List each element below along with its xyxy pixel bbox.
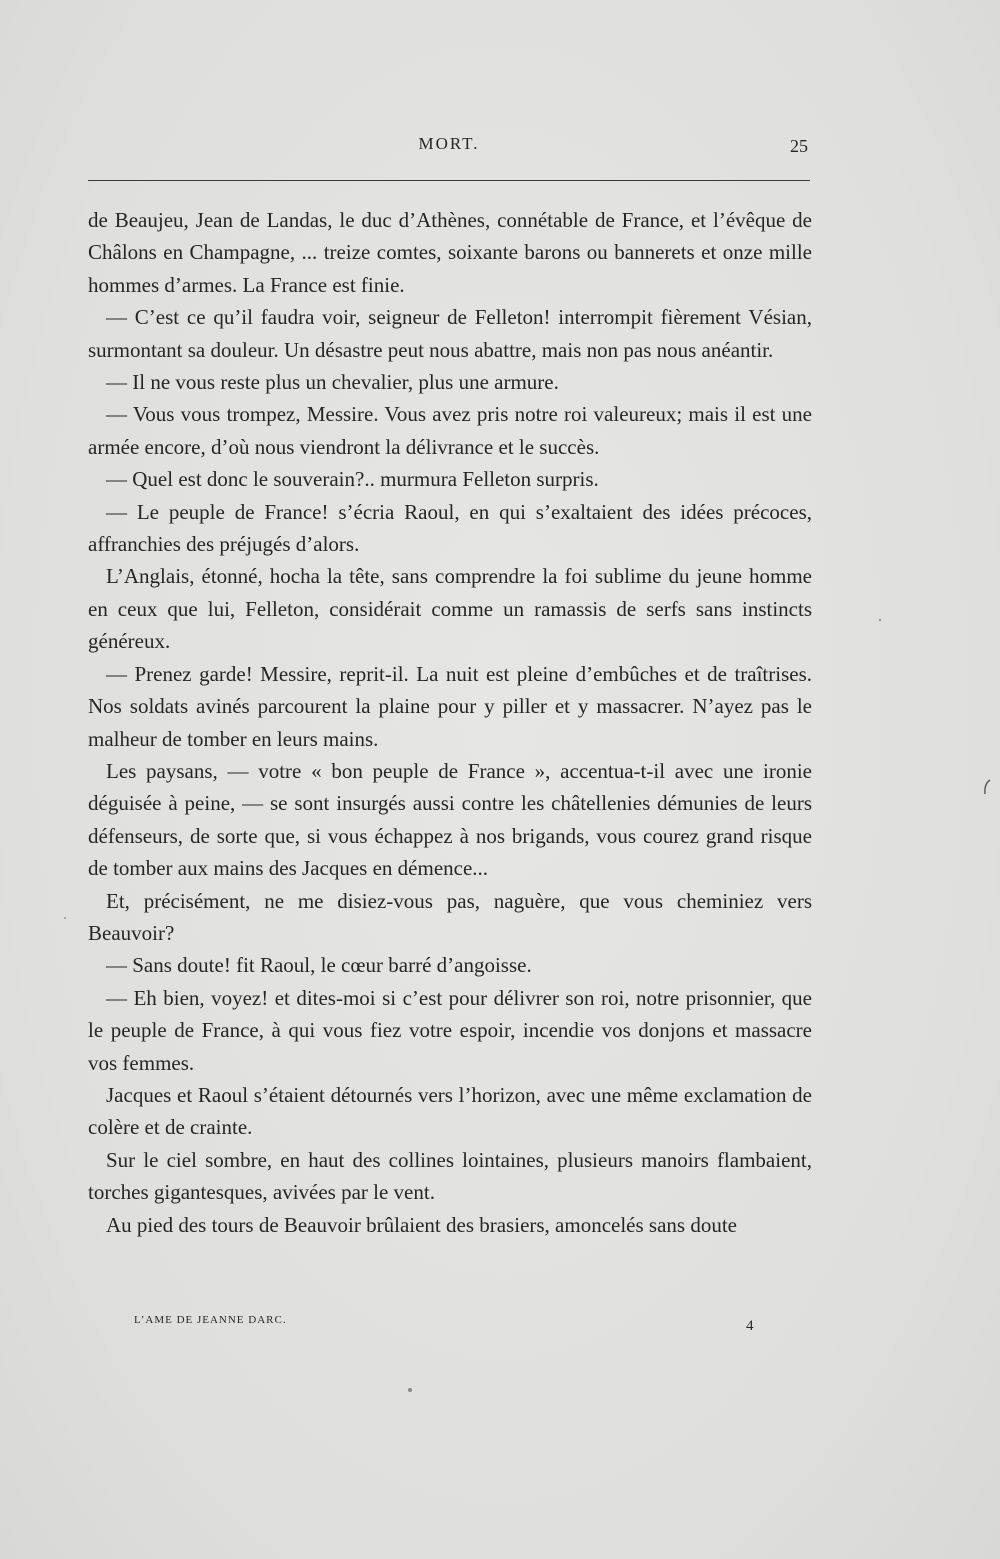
paragraph: Jacques et Raoul s’étaient détournés vers l’horizon, avec une même exclamation de colère et de crainte. — [88, 1082, 812, 1140]
signature-mark: 4 — [746, 1318, 754, 1334]
paragraph: Les paysans, — votre « bon peuple de France », accentua-t-il avec une ironie déguisée à peine, — se sont insurgés aussi contre les châtellenies démunies de leurs défenseurs, de sorte que, si vous échappez à nos brigands, vous courez grand risque de tomber aux mains des Jacques en démence... — [88, 758, 812, 881]
paragraph: — C’est ce qu’il faudra voir, seigneur de Felleton! interrompit fièrement Vésian, surmontant sa douleur. Un désastre peut nous abattre, mais non pas nous anéantir. — [88, 305, 812, 362]
paragraph: — Sans doute! fit Raoul, le cœur barré d’angoisse. — [106, 953, 532, 978]
header-rule — [88, 180, 810, 181]
paragraph: Au pied des tours de Beauvoir brûlaient des brasiers, amoncelés sans doute — [106, 1212, 737, 1237]
running-head — [88, 134, 810, 160]
footer-title: L’AME DE JEANNE DARC. — [134, 1314, 287, 1326]
page-number: 25 — [790, 136, 808, 156]
paragraph: — Eh bien, voyez! et dites-moi si c’est pour délivrer son roi, notre prisonnier, que le peuple de France, à qui vous fiez votre espoir, incendie vos donjons et massacre vos femmes. — [88, 985, 812, 1075]
paragraph: Sur le ciel sombre, en haut des collines lointaines, plusieurs manoirs flambaient, torches gigantesques, avivées par le vent. — [88, 1147, 812, 1205]
paragraph: — Prenez garde! Messire, reprit-il. La nuit est pleine d’embûches et de traîtrises. Nos soldats avinés parcourent la plaine pour y piller et y massacrer. N’ayez pas le malheur de tomber en leurs mains. — [88, 661, 812, 751]
running-title: MORT. — [418, 134, 480, 153]
page-footer — [88, 1314, 810, 1344]
paragraph: — Il ne vous reste plus un chevalier, plus une armure. — [106, 370, 559, 395]
paragraph: L’Anglais, étonné, hocha la tête, sans comprendre la foi sublime du jeune homme en ceux que lui, Felleton, considérait comme un ramassis de serfs sans instincts généreux. — [88, 564, 812, 654]
paragraph: Et, précisément, ne me disiez-vous pas, naguère, que vous cheminiez vers Beauvoir? — [88, 888, 812, 945]
paragraph: — Le peuple de France! s’écria Raoul, en qui s’exaltaient des idées précoces, affranchies des préjugés d’alors. — [88, 499, 812, 557]
paragraph: de Beaujeu, Jean de Landas, le duc d’Athènes, connétable de France, et l’évêque de Châlons en Champagne, ... treize comtes, soixante barons ou bannerets et onze mille hommes d’armes. La France est finie. — [88, 208, 812, 297]
paragraph: — Vous vous trompez, Messire. Vous avez pris notre roi valeureux; mais il est une armée encore, d’où nous viendront la délivrance et le succès. — [88, 402, 812, 459]
body-text — [88, 204, 812, 1241]
paragraph: — Quel est donc le souverain?.. murmura Felleton surpris. — [106, 467, 599, 492]
